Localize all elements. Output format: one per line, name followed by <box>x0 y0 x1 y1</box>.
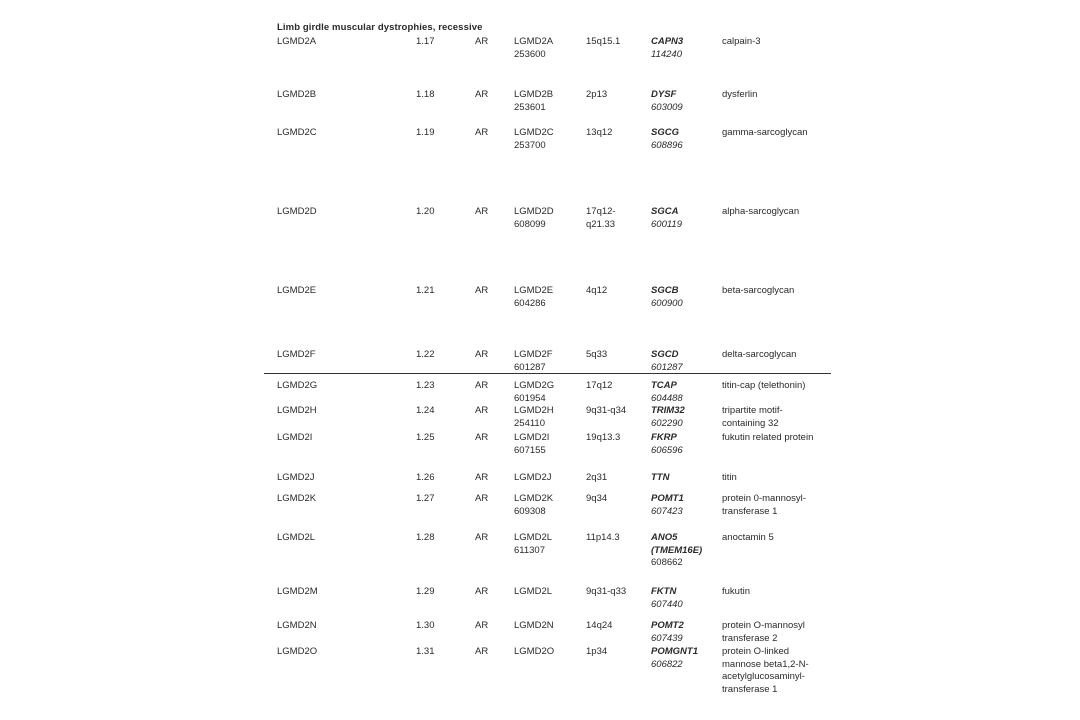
inheritance-cell: AR <box>475 620 489 631</box>
protein-cell <box>722 405 783 430</box>
gene-cell <box>651 493 684 518</box>
omim-name: LGMD2N <box>514 620 554 631</box>
protein-line: anoctamin 5 <box>722 532 774 543</box>
protein-cell <box>722 380 805 393</box>
protein-line: protein O-mannosyl <box>722 620 805 631</box>
gene-cell <box>651 127 683 152</box>
gene-symbol: SGCA <box>651 206 679 217</box>
omim-cell <box>514 432 549 457</box>
gene-symbol: FKRP <box>651 432 677 443</box>
entry-number-cell: 1.28 <box>416 532 435 543</box>
omim-id: 601287 <box>514 361 546 373</box>
protein-line: mannose beta1,2-N- <box>722 658 809 670</box>
protein-cell <box>722 89 757 102</box>
inheritance-cell: AR <box>475 206 489 217</box>
omim-name: LGMD2H <box>514 405 554 416</box>
gene-symbol: SGCD <box>651 349 679 360</box>
locus-cell <box>586 380 612 393</box>
gene-omim-id: 603009 <box>651 101 683 113</box>
omim-cell <box>514 532 552 557</box>
protein-line: fukutin related protein <box>722 432 814 443</box>
omim-cell <box>514 646 554 659</box>
protein-line: titin-cap (telethonin) <box>722 380 806 391</box>
disease-name-cell: LGMD2N <box>277 620 317 631</box>
gene-symbol: POMT2 <box>651 620 684 631</box>
omim-cell <box>514 285 553 310</box>
disease-name-cell: LGMD2I <box>277 432 313 443</box>
omim-name: LGMD2E <box>514 285 554 296</box>
entry-number-cell: 1.19 <box>416 127 435 138</box>
gene-symbol: SGCG <box>651 127 679 138</box>
protein-line: fukutin <box>722 586 750 597</box>
locus-cell <box>586 532 620 545</box>
disease-name-cell: LGMD2O <box>277 646 318 657</box>
entry-number-cell: 1.17 <box>416 36 435 47</box>
gene-omim-id: 114240 <box>651 48 682 60</box>
omim-name: LGMD2O <box>514 646 555 657</box>
disease-name-cell: LGMD2H <box>277 405 317 416</box>
omim-name: LGMD2L <box>514 586 553 597</box>
omim-name: LGMD2D <box>514 206 554 217</box>
gene-symbol: POMGNT1 <box>651 646 698 657</box>
inheritance-cell: AR <box>475 493 489 504</box>
omim-name: LGMD2B <box>514 89 554 100</box>
omim-name: LGMD2K <box>514 493 554 504</box>
table-row <box>0 472 1080 482</box>
omim-id: 604286 <box>514 297 546 309</box>
gene-symbol: CAPN3 <box>651 36 684 47</box>
table-row <box>0 620 1080 644</box>
omim-cell <box>514 620 554 633</box>
gene-cell <box>651 36 683 61</box>
omim-name: LGMD2I <box>514 432 550 443</box>
protein-cell <box>722 127 808 140</box>
entry-number-cell: 1.20 <box>416 206 435 217</box>
locus-cell <box>586 586 626 599</box>
table-row <box>0 127 1080 151</box>
entry-number-cell: 1.30 <box>416 620 435 631</box>
protein-line: beta-sarcoglycan <box>722 285 795 296</box>
gene-cell <box>651 432 683 457</box>
gene-cell <box>651 646 698 671</box>
omim-cell <box>514 493 553 518</box>
omim-id: 253601 <box>514 101 546 113</box>
inheritance-cell: AR <box>475 285 489 296</box>
gene-symbol: SGCB <box>651 285 679 296</box>
inheritance-cell: AR <box>475 36 489 47</box>
protein-cell <box>722 586 750 599</box>
locus-cell <box>586 206 616 231</box>
protein-cell <box>722 532 774 545</box>
omim-name: LGMD2G <box>514 380 555 391</box>
inheritance-cell: AR <box>475 532 489 543</box>
gene-omim-id: 600900 <box>651 297 683 309</box>
gene-symbol: TTN <box>651 472 670 483</box>
omim-id: 611307 <box>514 544 545 556</box>
protein-cell <box>722 206 799 219</box>
omim-name: LGMD2A <box>514 36 554 47</box>
disease-name-cell: LGMD2C <box>277 127 317 138</box>
gene-omim-id: 602290 <box>651 417 683 429</box>
protein-cell <box>722 620 805 645</box>
inheritance-cell: AR <box>475 432 489 443</box>
disease-name-cell: LGMD2F <box>277 349 316 360</box>
locus-cell <box>586 89 607 102</box>
omim-cell <box>514 206 554 231</box>
gene-cell <box>651 620 684 645</box>
omim-cell <box>514 586 552 599</box>
disease-name-cell: LGMD2M <box>277 586 318 597</box>
inheritance-cell: AR <box>475 89 489 100</box>
protein-line: dysferlin <box>722 89 758 100</box>
table-row <box>0 432 1080 456</box>
locus-cell <box>586 646 607 659</box>
entry-number-cell: 1.23 <box>416 380 435 391</box>
locus-cell <box>586 349 607 362</box>
table-row <box>0 493 1080 517</box>
locus-cell <box>586 432 620 445</box>
entry-number-cell: 1.18 <box>416 89 435 100</box>
omim-id: 607155 <box>514 444 546 456</box>
table-row <box>0 646 1080 695</box>
gene-omim-id: 607423 <box>651 505 683 517</box>
omim-cell <box>514 36 553 61</box>
table-row <box>0 349 1080 373</box>
locus-text: 1p34 <box>586 646 608 657</box>
inheritance-cell: AR <box>475 405 489 416</box>
table-row <box>0 89 1080 113</box>
table-row <box>0 380 1080 404</box>
omim-cell <box>514 127 554 152</box>
gene-omim-id: 606822 <box>651 658 683 670</box>
protein-line: protein 0-mannosyl- <box>722 493 806 504</box>
locus-cell <box>586 285 607 298</box>
table-section-heading: Limb girdle muscular dystrophies, recessive <box>277 22 483 33</box>
locus-text: 17q12 <box>586 380 613 391</box>
locus-cell <box>586 620 612 633</box>
protein-line: protein O-linked <box>722 646 790 657</box>
entry-number-cell: 1.24 <box>416 405 435 416</box>
protein-cell <box>722 285 794 298</box>
omim-name: LGMD2C <box>514 127 554 138</box>
locus-text: 17q12- <box>586 206 616 217</box>
table-row <box>0 586 1080 610</box>
locus-text: 19q13.3 <box>586 432 621 443</box>
inheritance-cell: AR <box>475 127 489 138</box>
protein-line: calpain-3 <box>722 36 761 47</box>
protein-cell <box>722 432 813 445</box>
entry-number-cell: 1.26 <box>416 472 435 483</box>
gene-cell <box>651 380 683 405</box>
gene-cell <box>651 405 685 430</box>
gene-cell <box>651 586 683 611</box>
protein-line: tripartite motif- <box>722 405 783 416</box>
omim-id: 253700 <box>514 139 546 151</box>
gene-symbol: TRIM32 <box>651 405 685 416</box>
gene-omim-id: 608896 <box>651 139 683 151</box>
table-divider-line <box>264 373 831 374</box>
locus-cell <box>586 405 626 418</box>
locus-text: 11p14.3 <box>586 532 620 543</box>
protein-cell <box>722 646 809 696</box>
inheritance-cell: AR <box>475 349 489 360</box>
disease-name-cell: LGMD2A <box>277 36 317 47</box>
locus-text: 13q12 <box>586 127 613 138</box>
inheritance-cell: AR <box>475 646 489 657</box>
gene-omim-id: 607439 <box>651 632 683 644</box>
locus-text: 2p13 <box>586 89 608 100</box>
protein-cell <box>722 36 761 49</box>
protein-line: transferase 2 <box>722 632 778 644</box>
protein-line: transferase 1 <box>722 505 778 517</box>
locus-text: 14q24 <box>586 620 613 631</box>
protein-cell <box>722 349 796 362</box>
disease-name-cell: LGMD2G <box>277 380 318 391</box>
protein-line: acetylglucosaminyl- <box>722 671 805 682</box>
protein-line: gamma-sarcoglycan <box>722 127 808 138</box>
disease-name-cell: LGMD2B <box>277 89 317 100</box>
omim-cell <box>514 472 551 485</box>
gene-omim-id: 607440 <box>651 598 683 610</box>
entry-number-cell: 1.21 <box>416 285 435 296</box>
omim-id: 254110 <box>514 417 545 429</box>
omim-id: 601954 <box>514 392 546 404</box>
locus-text: 5q33 <box>586 349 608 360</box>
disease-name-cell: LGMD2E <box>277 285 317 296</box>
table-row <box>0 36 1080 60</box>
locus-cell <box>586 127 612 140</box>
locus-text: 9q31-q34 <box>586 405 627 416</box>
inheritance-cell: AR <box>475 586 489 597</box>
locus-text: 9q34 <box>586 493 608 504</box>
gene-symbol: DYSF <box>651 89 677 100</box>
protein-cell <box>722 472 737 485</box>
locus-text: 4q12 <box>586 285 608 296</box>
gene-cell <box>651 89 683 114</box>
gene-omim-id: 608662 <box>651 557 683 568</box>
entry-number-cell: 1.29 <box>416 586 435 597</box>
gene-cell <box>651 206 682 231</box>
gene-cell <box>651 285 683 310</box>
locus-cell <box>586 472 607 485</box>
disease-name-cell: LGMD2K <box>277 493 317 504</box>
gene-symbol: POMT1 <box>651 493 684 504</box>
entry-number-cell: 1.27 <box>416 493 435 504</box>
inheritance-cell: AR <box>475 380 489 391</box>
inheritance-cell: AR <box>475 472 489 483</box>
protein-line: delta-sarcoglycan <box>722 349 797 360</box>
gene-cell <box>651 472 669 485</box>
protein-line: alpha-sarcoglycan <box>722 206 800 217</box>
locus-cell <box>586 493 607 506</box>
omim-id: 608099 <box>514 218 546 230</box>
gene-cell <box>651 349 683 374</box>
entry-number-cell: 1.31 <box>416 646 435 657</box>
gene-omim-id: 600119 <box>651 218 682 230</box>
omim-name: LGMD2L <box>514 532 553 543</box>
protein-cell <box>722 493 806 518</box>
disease-name-cell: LGMD2D <box>277 206 317 217</box>
table-row <box>0 206 1080 230</box>
omim-name: LGMD2F <box>514 349 553 360</box>
locus-cell <box>586 36 620 49</box>
omim-id: 609308 <box>514 505 546 517</box>
disease-name-cell: LGMD2L <box>277 532 316 543</box>
omim-cell <box>514 349 553 374</box>
gene-cell <box>651 532 702 570</box>
gene-symbol: TCAP <box>651 380 677 391</box>
table-row <box>0 405 1080 429</box>
omim-name: LGMD2J <box>514 472 552 483</box>
gene-symbol: ANO5 <box>651 532 678 543</box>
protein-line: transferase 1 <box>722 683 778 695</box>
disease-name-cell: LGMD2J <box>277 472 315 483</box>
table-row <box>0 532 1080 568</box>
locus-text-continued: q21.33 <box>586 218 616 230</box>
gene-symbol-alias: (TMEM16E) <box>651 544 703 556</box>
omim-cell <box>514 405 554 430</box>
entry-number-cell: 1.22 <box>416 349 435 360</box>
table-row <box>0 285 1080 309</box>
gene-omim-id: 606596 <box>651 444 683 456</box>
entry-number-cell: 1.25 <box>416 432 435 443</box>
omim-cell <box>514 380 554 405</box>
locus-text: 2q31 <box>586 472 608 483</box>
omim-id: 253600 <box>514 48 546 60</box>
locus-text: 9q31-q33 <box>586 586 627 597</box>
gene-symbol: FKTN <box>651 586 677 597</box>
locus-text: 15q15.1 <box>586 36 621 47</box>
gene-omim-id: 601287 <box>651 361 683 373</box>
omim-cell <box>514 89 553 114</box>
protein-line: containing 32 <box>722 417 779 429</box>
protein-line: titin <box>722 472 737 483</box>
gene-omim-id: 604488 <box>651 392 683 404</box>
